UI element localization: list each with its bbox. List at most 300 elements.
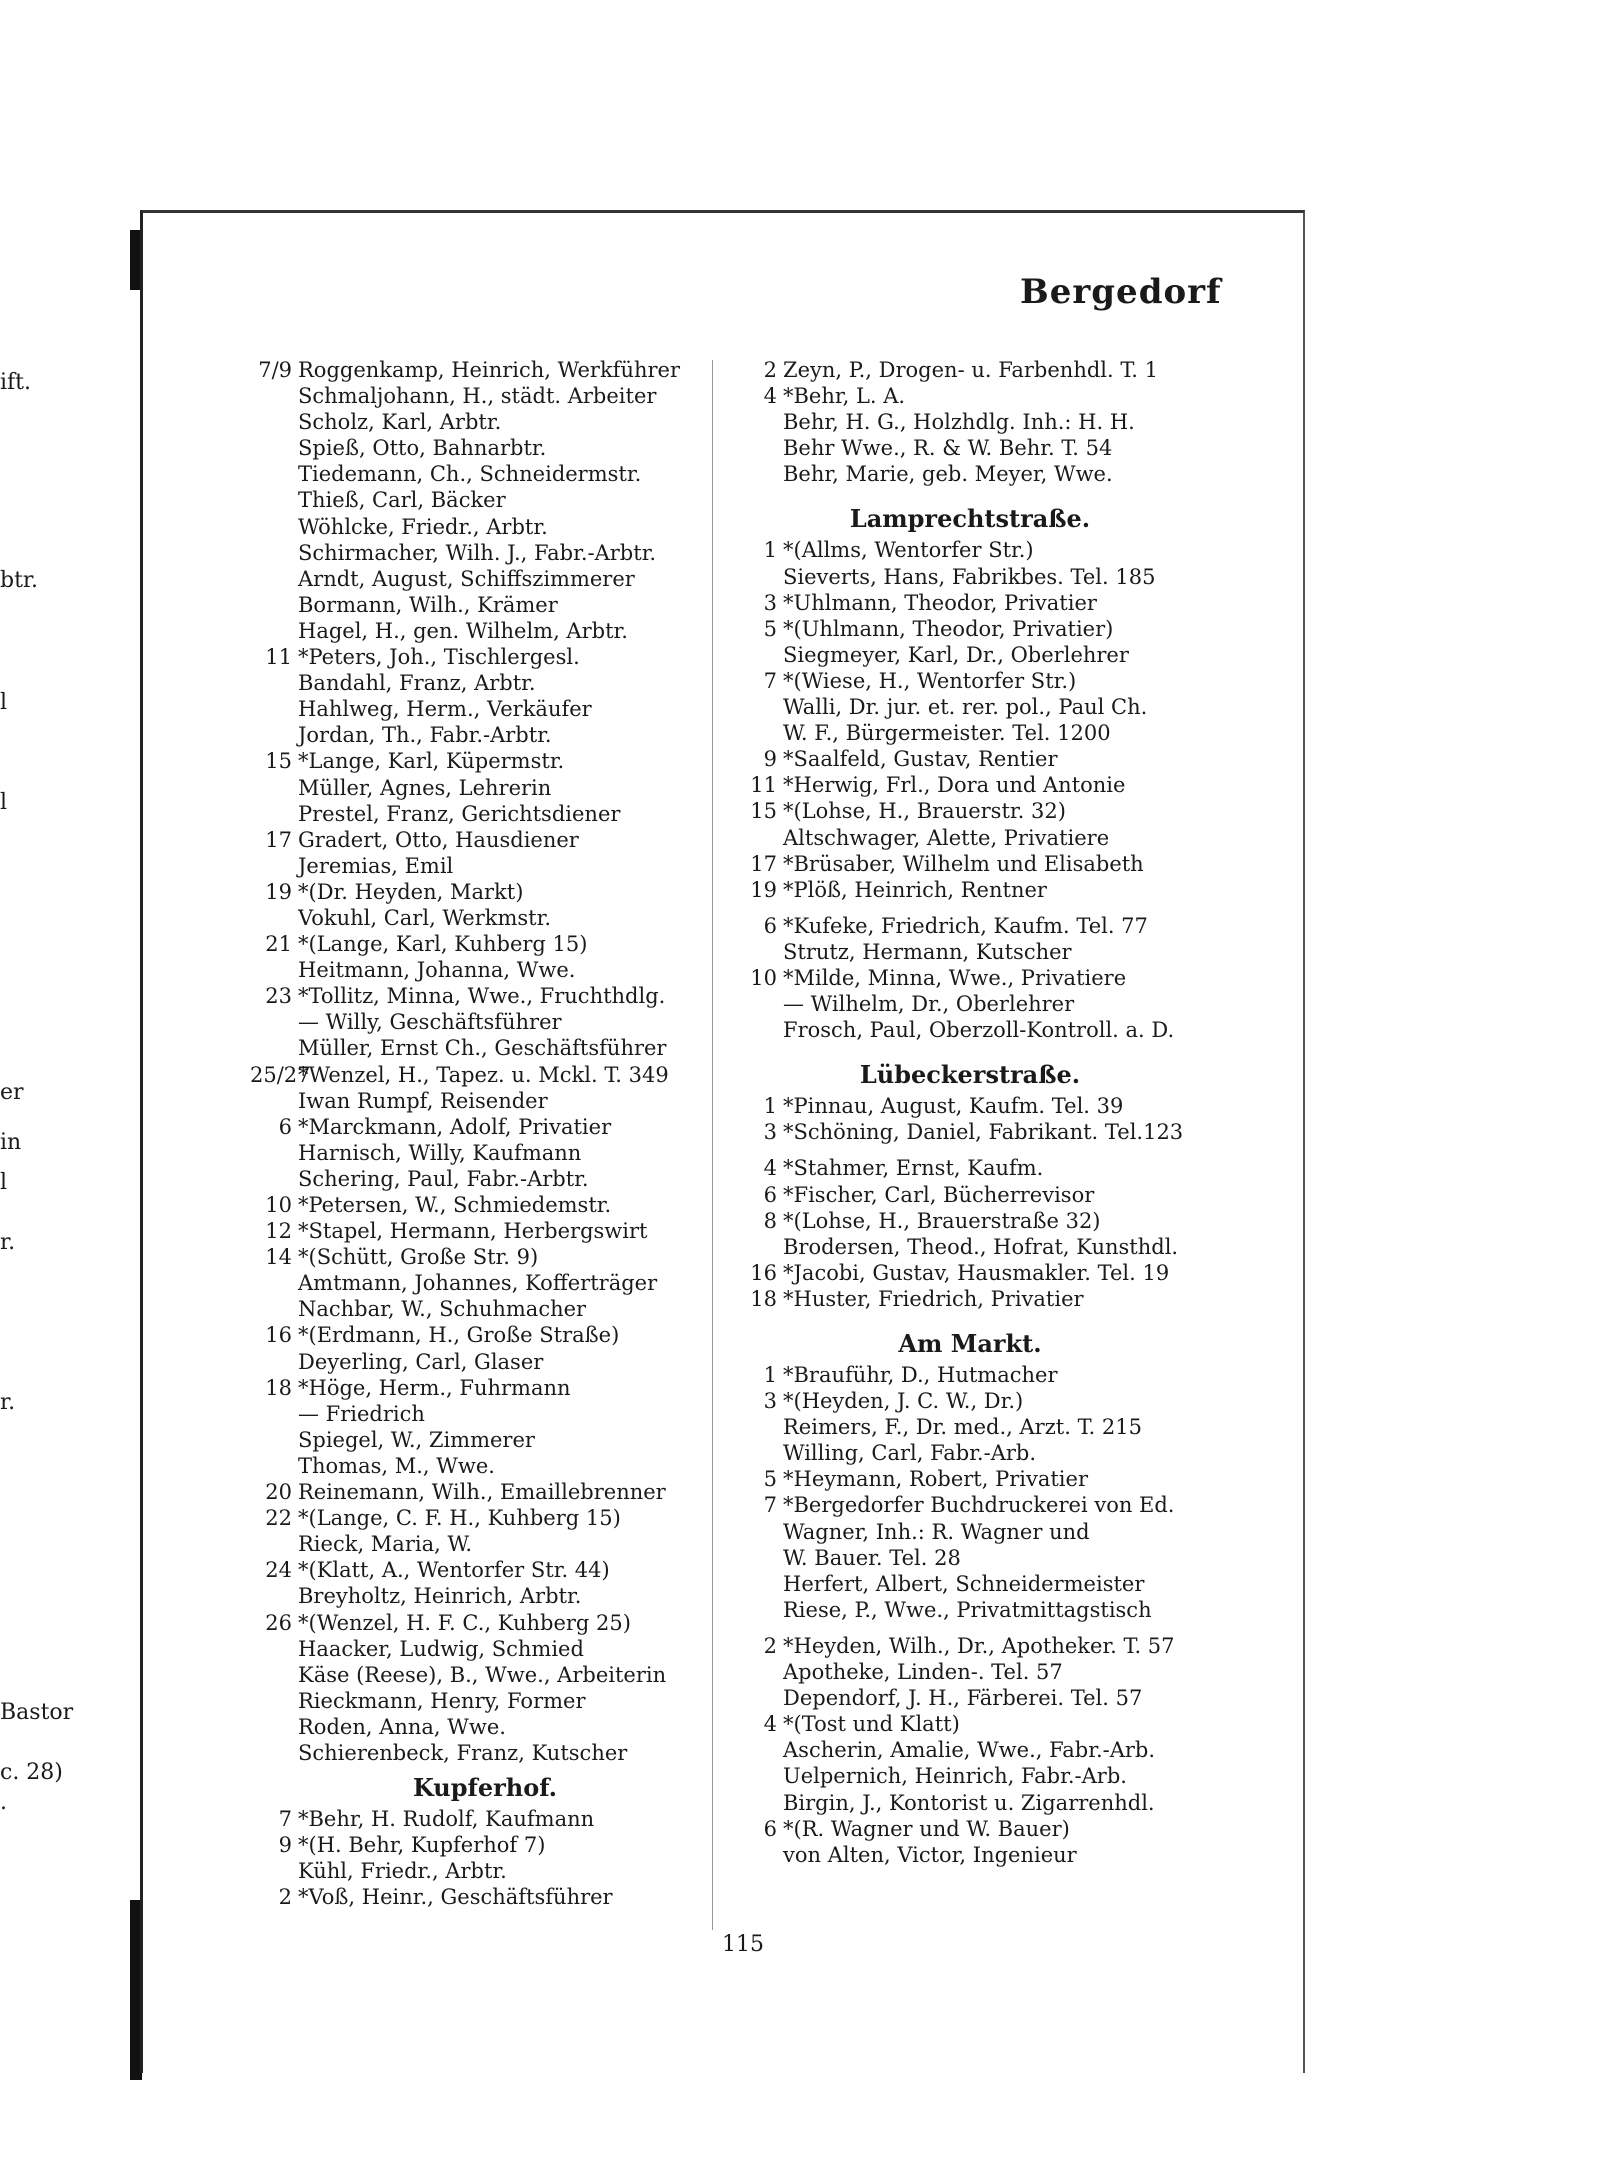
house-number — [735, 1659, 783, 1685]
house-number: 19 — [265, 879, 292, 904]
house-number: 9 — [763, 747, 777, 772]
resident-entry: *Voß, Heinr., Geschäftsführer — [298, 1885, 613, 1910]
house-number — [735, 1234, 783, 1260]
house-number — [735, 1571, 783, 1597]
directory-entry — [735, 1440, 1205, 1466]
directory-entry — [735, 746, 1205, 772]
house-number: 11 — [750, 773, 777, 798]
directory-entry — [735, 616, 1205, 642]
directory-entry — [250, 592, 720, 618]
directory-entry — [250, 1479, 720, 1505]
right-column — [735, 357, 1205, 1868]
directory-entry — [250, 957, 720, 983]
resident-entry: Breyholtz, Heinrich, Arbtr. — [298, 1584, 582, 1609]
directory-entry — [735, 851, 1205, 877]
house-number — [735, 1842, 783, 1868]
house-number — [735, 1440, 783, 1466]
directory-entry — [735, 357, 1205, 383]
directory-entry — [250, 1140, 720, 1166]
resident-entry: — Wilhelm, Dr., Oberlehrer — [783, 992, 1075, 1017]
resident-entry: Reimers, F., Dr. med., Arzt. T. 215 — [783, 1415, 1142, 1440]
house-number: 10 — [750, 965, 777, 990]
directory-entry — [735, 383, 1205, 409]
street-heading: Lübeckerstraße. — [859, 1060, 1081, 1090]
house-number — [250, 722, 298, 748]
resident-entry: Amtmann, Johannes, Kofferträger — [298, 1271, 658, 1296]
house-number: 14 — [265, 1245, 292, 1270]
house-number — [250, 540, 298, 566]
directory-entry — [735, 991, 1205, 1017]
resident-entry: Hahlweg, Herm., Verkäufer — [298, 697, 592, 722]
directory-entry — [250, 1505, 720, 1531]
directory-entry — [250, 696, 720, 722]
resident-entry: *Jacobi, Gustav, Hausmakler. Tel. 19 — [783, 1260, 1170, 1285]
directory-entry — [735, 409, 1205, 435]
house-number — [735, 564, 783, 590]
house-number — [735, 825, 783, 851]
resident-entry: Sieverts, Hans, Fabrikbes. Tel. 185 — [783, 564, 1156, 589]
resident-entry: Hagel, H., gen. Wilhelm, Arbtr. — [298, 618, 628, 643]
resident-entry: Riese, P., Wwe., Privatmittagstisch — [783, 1597, 1152, 1622]
house-number — [250, 957, 298, 983]
house-number — [250, 461, 298, 487]
resident-entry: Rieck, Maria, W. — [298, 1532, 473, 1557]
house-number: 10 — [265, 1193, 292, 1217]
resident-entry: W. F., Bürgermeister. Tel. 1200 — [783, 721, 1111, 746]
resident-entry: Roggenkamp, Heinrich, Werkführer — [298, 358, 681, 382]
house-number — [250, 696, 298, 722]
directory-entry — [250, 1349, 720, 1375]
resident-entry: *(Heyden, J. C. W., Dr.) — [783, 1389, 1024, 1414]
resident-entry: *Milde, Minna, Wwe., Privatiere — [783, 965, 1127, 990]
house-number: 24 — [265, 1558, 292, 1583]
directory-entry — [735, 694, 1205, 720]
previous-page-fragment: . — [0, 1790, 7, 1815]
resident-entry: Deyerling, Carl, Glaser — [298, 1349, 544, 1374]
directory-entry — [250, 1401, 720, 1427]
previous-page-fragment: er — [0, 1080, 24, 1105]
directory-entry — [735, 1633, 1205, 1659]
house-number: 2 — [763, 358, 777, 382]
resident-entry: von Alten, Victor, Ingenieur — [783, 1842, 1077, 1867]
directory-entry — [735, 913, 1205, 939]
resident-entry: *(Lohse, H., Brauerstraße 32) — [783, 1208, 1101, 1233]
resident-entry: *Huster, Friedrich, Privatier — [783, 1286, 1084, 1311]
directory-entry — [250, 1192, 720, 1218]
directory-entry — [250, 1832, 720, 1858]
resident-entry: Uelpernich, Heinrich, Fabr.-Arb. — [783, 1764, 1127, 1789]
house-number — [735, 1737, 783, 1763]
directory-entry — [735, 1145, 1205, 1155]
house-number — [250, 1636, 298, 1662]
house-number: 2 — [278, 1885, 292, 1910]
resident-entry: *(Allms, Wentorfer Str.) — [783, 538, 1034, 563]
directory-entry — [250, 983, 720, 1009]
resident-entry: Zeyn, P., Drogen- u. Farbenhdl. T. 1 — [783, 358, 1158, 382]
resident-entry: *(Uhlmann, Theodor, Privatier) — [783, 616, 1114, 641]
house-number — [735, 1685, 783, 1711]
house-number: 16 — [750, 1260, 777, 1285]
house-number — [250, 1401, 298, 1427]
house-number: 2 — [763, 1633, 777, 1658]
house-number — [735, 1414, 783, 1440]
previous-page-fragment: btr. — [0, 568, 39, 593]
house-number — [250, 1531, 298, 1557]
directory-entry — [735, 1659, 1205, 1685]
resident-entry: *(Lohse, H., Brauerstr. 32) — [783, 799, 1066, 824]
directory-entry — [250, 1322, 720, 1348]
directory-entry — [250, 1636, 720, 1662]
house-number: 6 — [278, 1114, 292, 1139]
resident-entry: Wagner, Inh.: R. Wagner und — [783, 1519, 1090, 1544]
house-number: 5 — [763, 1467, 777, 1492]
section-spacer — [735, 1312, 1205, 1322]
resident-entry: *Heymann, Robert, Privatier — [783, 1467, 1088, 1492]
directory-entry — [735, 1155, 1205, 1181]
resident-entry: Roden, Anna, Wwe. — [298, 1714, 506, 1739]
house-number — [735, 1145, 783, 1155]
directory-entry — [250, 1531, 720, 1557]
directory-entry — [250, 1688, 720, 1714]
house-number — [735, 642, 783, 668]
directory-entry — [250, 748, 720, 774]
directory-entry — [250, 879, 720, 905]
directory-entry — [250, 566, 720, 592]
house-number: 1 — [763, 538, 777, 563]
house-number — [735, 720, 783, 746]
directory-entry — [250, 1218, 720, 1244]
resident-entry: Haacker, Ludwig, Schmied — [298, 1636, 584, 1661]
directory-entry — [250, 1062, 720, 1088]
house-number: 8 — [763, 1208, 777, 1233]
house-number — [250, 383, 298, 409]
house-number: 4 — [763, 1712, 777, 1737]
house-number: 7 — [763, 668, 777, 693]
resident-entry: Schering, Paul, Fabr.-Arbtr. — [298, 1166, 589, 1191]
directory-entry — [250, 1557, 720, 1583]
resident-entry: Jeremias, Emil — [298, 853, 454, 878]
previous-page-fragment: r. — [0, 1390, 16, 1415]
resident-entry: Altschwager, Alette, Privatiere — [783, 825, 1110, 850]
resident-entry: Reinemann, Wilh., Emaillebrenner — [298, 1480, 666, 1505]
house-number: 7 — [763, 1493, 777, 1518]
section-spacer — [735, 1043, 1205, 1053]
house-number: 11 — [265, 645, 292, 670]
house-number: 3 — [763, 590, 777, 615]
directory-entry — [735, 1597, 1205, 1623]
resident-entry: Brodersen, Theod., Hofrat, Kunsthdl. — [783, 1234, 1179, 1259]
house-number — [250, 1270, 298, 1296]
house-number — [735, 435, 783, 461]
resident-entry: Spieß, Otto, Bahnarbtr. — [298, 436, 547, 461]
previous-page-fragment: l — [0, 690, 8, 715]
resident-entry: *Uhlmann, Theodor, Privatier — [783, 590, 1097, 615]
resident-entry: *Marckmann, Adolf, Privatier — [298, 1114, 612, 1139]
house-number: 16 — [265, 1323, 292, 1348]
directory-entry — [735, 772, 1205, 798]
directory-entry — [250, 461, 720, 487]
house-number: 5 — [763, 616, 777, 641]
resident-entry: *(Dr. Heyden, Markt) — [298, 879, 524, 904]
resident-entry: *(Tost und Klatt) — [783, 1712, 960, 1737]
resident-entry: Walli, Dr. jur. et. rer. pol., Paul Ch. — [783, 695, 1148, 720]
resident-entry: Jordan, Th., Fabr.-Arbtr. — [298, 723, 552, 748]
directory-entry — [250, 618, 720, 644]
resident-entry: Käse (Reese), B., Wwe., Arbeiterin — [298, 1662, 667, 1687]
resident-entry: *(H. Behr, Kupferhof 7) — [298, 1833, 546, 1858]
house-number — [250, 1349, 298, 1375]
house-number — [250, 1740, 298, 1766]
left-column — [250, 357, 720, 1910]
resident-entry: Thomas, M., Wwe. — [298, 1453, 495, 1478]
directory-entry — [250, 1714, 720, 1740]
directory-entry — [250, 722, 720, 748]
directory-entry — [735, 903, 1205, 913]
street-heading: Am Markt. — [898, 1329, 1042, 1358]
directory-entry — [735, 825, 1205, 851]
house-number: 1 — [763, 1094, 777, 1119]
directory-entry — [250, 357, 720, 383]
house-number — [250, 435, 298, 461]
directory-entry — [735, 642, 1205, 668]
house-number: 6 — [763, 1816, 777, 1841]
directory-entry — [250, 775, 720, 801]
resident-entry: Scholz, Karl, Arbtr. — [298, 410, 502, 435]
house-number: 3 — [763, 1389, 777, 1414]
directory-entry — [735, 564, 1205, 590]
resident-entry: *Höge, Herm., Fuhrmann — [298, 1375, 571, 1400]
house-number — [250, 1088, 298, 1114]
resident-entry: Birgin, J., Kontorist u. Zigarrenhdl. — [783, 1790, 1155, 1815]
resident-entry: *Fischer, Carl, Bücherrevisor — [783, 1182, 1095, 1207]
directory-entry — [735, 877, 1205, 903]
previous-page-fragment: c. 28) — [0, 1760, 63, 1785]
directory-entry — [735, 1623, 1205, 1633]
house-number — [250, 514, 298, 540]
directory-entry — [250, 670, 720, 696]
directory-entry — [250, 1453, 720, 1479]
resident-entry: Herfert, Albert, Schneidermeister — [783, 1571, 1145, 1596]
house-number: 1 — [763, 1363, 777, 1387]
resident-entry: Wöhlcke, Friedr., Arbtr. — [298, 514, 548, 539]
directory-entry — [250, 1858, 720, 1884]
street-heading: Kupferhof. — [412, 1773, 558, 1803]
resident-entry: Dependorf, J. H., Färberei. Tel. 57 — [783, 1686, 1143, 1711]
page-header-title: Bergedorf — [1020, 272, 1222, 312]
directory-entry — [735, 1093, 1205, 1119]
directory-entry — [250, 1088, 720, 1114]
resident-entry: Siegmeyer, Karl, Dr., Oberlehrer — [783, 642, 1129, 667]
house-number — [250, 487, 298, 513]
directory-entry — [250, 1375, 720, 1401]
resident-entry: Harnisch, Willy, Kaufmann — [298, 1140, 582, 1165]
resident-entry: *Heyden, Wilh., Dr., Apotheker. T. 57 — [783, 1633, 1175, 1658]
directory-entry — [250, 801, 720, 827]
house-number: 18 — [265, 1375, 292, 1400]
house-number: 20 — [265, 1480, 292, 1505]
directory-entry — [250, 409, 720, 435]
house-number: 22 — [265, 1506, 292, 1531]
resident-entry: Heitmann, Johanna, Wwe. — [298, 958, 576, 983]
resident-entry: *(Wenzel, H. F. C., Kuhberg 25) — [298, 1610, 631, 1635]
house-number: 9 — [278, 1833, 292, 1858]
directory-entry — [250, 1884, 720, 1910]
house-number — [735, 1017, 783, 1043]
directory-entry — [735, 1017, 1205, 1043]
house-number: 17 — [265, 827, 292, 852]
directory-entry — [735, 590, 1205, 616]
house-number: 6 — [763, 1182, 777, 1207]
resident-entry: *Saalfeld, Gustav, Rentier — [783, 747, 1058, 772]
house-number — [250, 618, 298, 644]
directory-entry — [735, 1685, 1205, 1711]
directory-entry — [250, 1740, 720, 1766]
directory-entry — [735, 798, 1205, 824]
directory-entry — [735, 435, 1205, 461]
resident-entry: Schierenbeck, Franz, Kutscher — [298, 1740, 628, 1765]
previous-page-fragment: r. — [0, 1230, 16, 1255]
house-number: 7/9 — [258, 358, 292, 382]
house-number — [250, 1688, 298, 1714]
house-number — [735, 1763, 783, 1789]
resident-entry: Strutz, Hermann, Kutscher — [783, 939, 1072, 964]
resident-entry: *(Klatt, A., Wentorfer Str. 44) — [298, 1558, 610, 1583]
house-number — [735, 694, 783, 720]
resident-entry: — Friedrich — [298, 1401, 425, 1426]
resident-entry: *Plöß, Heinrich, Rentner — [783, 877, 1047, 902]
resident-entry: Bormann, Wilh., Krämer — [298, 592, 558, 617]
resident-entry: *Peters, Joh., Tischlergesl. — [298, 645, 580, 670]
directory-entry — [735, 720, 1205, 746]
house-number: 4 — [763, 384, 777, 409]
resident-entry: *Stapel, Hermann, Herbergswirt — [298, 1219, 648, 1244]
house-number — [735, 991, 783, 1017]
directory-entry — [250, 435, 720, 461]
resident-entry: *(R. Wagner und W. Bauer) — [783, 1816, 1070, 1841]
house-number: 23 — [265, 984, 292, 1009]
previous-page-fragment: Bastor — [0, 1700, 74, 1725]
house-number — [250, 1427, 298, 1453]
page-number: 115 — [722, 1932, 764, 1957]
previous-page-fragment: l — [0, 790, 8, 815]
house-number — [250, 1009, 298, 1035]
resident-entry: Müller, Agnes, Lehrerin — [298, 775, 552, 800]
resident-entry: Frosch, Paul, Oberzoll-Kontroll. a. D. — [783, 1018, 1175, 1043]
house-number — [735, 409, 783, 435]
directory-entry — [250, 1427, 720, 1453]
directory-entry — [735, 1571, 1205, 1597]
house-number: 4 — [763, 1156, 777, 1181]
house-number — [735, 1623, 783, 1633]
directory-entry — [735, 939, 1205, 965]
previous-page-edge — [0, 230, 74, 1930]
resident-entry: W. Bauer. Tel. 28 — [783, 1545, 961, 1570]
house-number: 6 — [763, 913, 777, 938]
resident-entry: *Behr, L. A. — [783, 384, 906, 409]
street-heading: Lamprechtstraße. — [849, 504, 1091, 534]
resident-entry: Behr, Marie, geb. Meyer, Wwe. — [783, 462, 1113, 487]
directory-entry — [250, 1806, 720, 1832]
resident-entry: Spiegel, W., Zimmerer — [298, 1427, 535, 1452]
house-number — [735, 1597, 783, 1623]
directory-entry — [735, 1737, 1205, 1763]
directory-entry — [250, 1296, 720, 1322]
resident-entry: *(Schütt, Große Str. 9) — [298, 1245, 539, 1270]
resident-entry: *Petersen, W., Schmiedemstr. — [298, 1193, 612, 1217]
house-number — [250, 775, 298, 801]
house-number — [250, 1296, 298, 1322]
directory-entry — [735, 1388, 1205, 1414]
directory-entry — [250, 1662, 720, 1688]
directory-entry — [250, 1270, 720, 1296]
directory-entry — [250, 1583, 720, 1609]
directory-entry — [735, 537, 1205, 563]
house-number: 7 — [278, 1807, 292, 1832]
resident-entry: *Herwig, Frl., Dora und Antonie — [783, 773, 1126, 798]
directory-entry — [735, 1545, 1205, 1571]
directory-entry — [735, 1842, 1205, 1868]
directory-entry — [735, 965, 1205, 991]
directory-entry — [735, 1182, 1205, 1208]
directory-entry — [250, 827, 720, 853]
resident-entry: *Schöning, Daniel, Fabrikant. Tel.123 — [783, 1120, 1184, 1145]
house-number — [735, 903, 783, 913]
house-number — [250, 592, 298, 618]
house-number: 15 — [750, 799, 777, 824]
resident-entry: *(Lange, Karl, Kuhberg 15) — [298, 932, 588, 957]
directory-entry — [250, 383, 720, 409]
resident-entry: *Wenzel, H., Tapez. u. Mckl. T. 349 — [298, 1062, 669, 1087]
resident-entry: *Brauführ, D., Hutmacher — [783, 1363, 1058, 1387]
resident-entry: Schmaljohann, H., städt. Arbeiter — [298, 384, 657, 409]
house-number — [250, 1662, 298, 1688]
resident-entry: Müller, Ernst Ch., Geschäftsführer — [298, 1036, 667, 1061]
house-number: 18 — [750, 1286, 777, 1311]
directory-entry — [735, 1208, 1205, 1234]
house-number — [250, 905, 298, 931]
resident-entry: Thieß, Carl, Bäcker — [298, 488, 506, 513]
resident-entry: *(Wiese, H., Wentorfer Str.) — [783, 668, 1077, 693]
house-number — [250, 409, 298, 435]
directory-entry — [250, 1035, 720, 1061]
house-number — [250, 1035, 298, 1061]
resident-entry: *Stahmer, Ernst, Kaufm. — [783, 1156, 1044, 1181]
resident-entry: Behr, H. G., Holzhdlg. Inh.: H. H. — [783, 410, 1135, 435]
resident-entry: *Lange, Karl, Küpermstr. — [298, 749, 565, 774]
resident-entry: Rieckmann, Henry, Former — [298, 1688, 586, 1713]
resident-entry: Iwan Rumpf, Reisender — [298, 1088, 548, 1113]
house-number — [735, 1519, 783, 1545]
house-number — [250, 566, 298, 592]
resident-entry: Bandahl, Franz, Arbtr. — [298, 671, 536, 696]
house-number: 17 — [750, 851, 777, 876]
resident-entry: Vokuhl, Carl, Werkmstr. — [298, 905, 552, 930]
directory-entry — [735, 1286, 1205, 1312]
house-number — [250, 1166, 298, 1192]
resident-entry: *Tollitz, Minna, Wwe., Fruchthdlg. — [298, 984, 666, 1009]
directory-entry — [250, 487, 720, 513]
directory-entry — [250, 1009, 720, 1035]
directory-entry — [735, 1519, 1205, 1545]
house-number: 21 — [265, 932, 292, 957]
directory-entry — [735, 668, 1205, 694]
resident-entry: *Brüsaber, Wilhelm und Elisabeth — [783, 851, 1144, 876]
house-number: 3 — [763, 1120, 777, 1145]
resident-entry: *(Erdmann, H., Große Straße) — [298, 1323, 620, 1348]
house-number — [250, 801, 298, 827]
house-number — [250, 1453, 298, 1479]
directory-entry — [735, 1234, 1205, 1260]
